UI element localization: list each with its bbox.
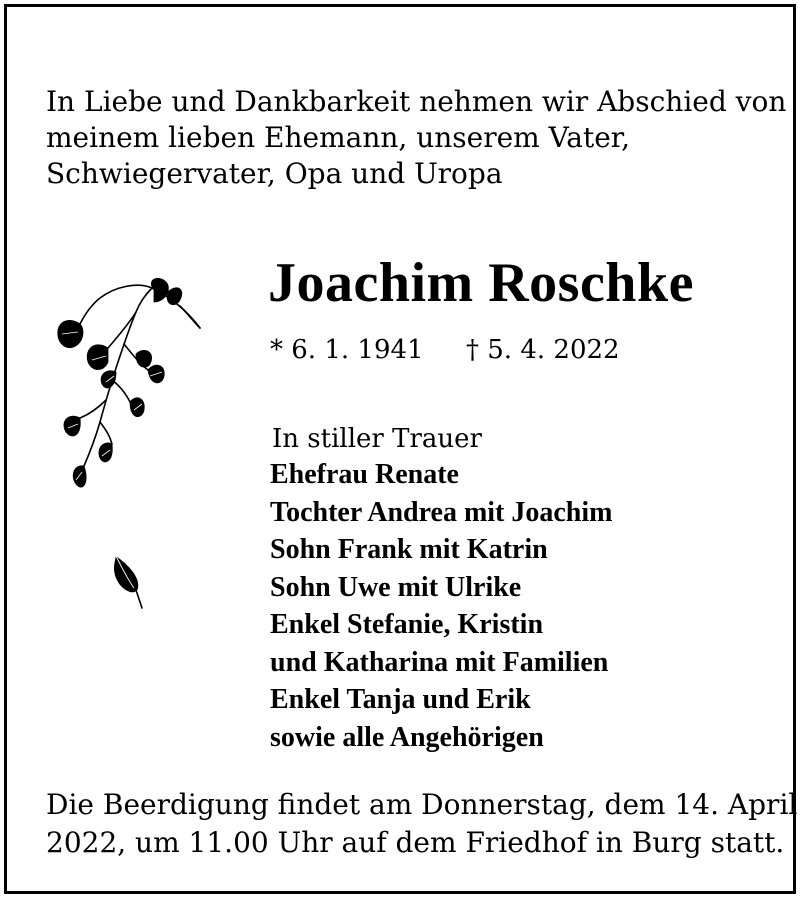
mourner-item: Enkel Stefanie, Kristin (270, 609, 544, 640)
funeral-line-1: Die Beerdigung findet am Donnerstag, dem 14. April (46, 788, 798, 821)
funeral-notice (46, 786, 798, 862)
birth-date: * 6. 1. 1941 (270, 335, 424, 365)
intro-line-3: Schwiegervater, Opa und Uropa (46, 157, 503, 190)
death-date: † 5. 4. 2022 (466, 335, 620, 365)
intro-line-2: meinem lieben Ehemann, unserem Vater, (46, 121, 630, 154)
intro-text (46, 84, 787, 192)
mourner-item: sowie alle Angehörigen (270, 721, 544, 753)
falling-leaf-icon (108, 552, 148, 612)
mourners-list (270, 456, 612, 756)
funeral-line-2: 2022, um 11.00 Uhr auf dem Friedhof in Burg statt. (46, 826, 785, 859)
mourner-item: Tochter Andrea mit Joachim (270, 496, 613, 528)
deceased-name: Joachim Roschke (268, 252, 694, 314)
mourner-item: Sohn Uwe mit Ulrike (270, 571, 522, 603)
birch-branch-icon (50, 276, 210, 496)
mourning-intro: In stiller Trauer (272, 424, 482, 454)
mourner-item: Enkel Tanja und Erik (270, 684, 531, 715)
mourner-item: Ehefrau Renate (270, 459, 459, 490)
mourner-item: und Katharina mit Familien (270, 646, 609, 678)
mourner-item: Sohn Frank mit Katrin (270, 534, 548, 565)
intro-line-1: In Liebe und Dankbarkeit nehmen wir Abschied von (46, 85, 787, 118)
